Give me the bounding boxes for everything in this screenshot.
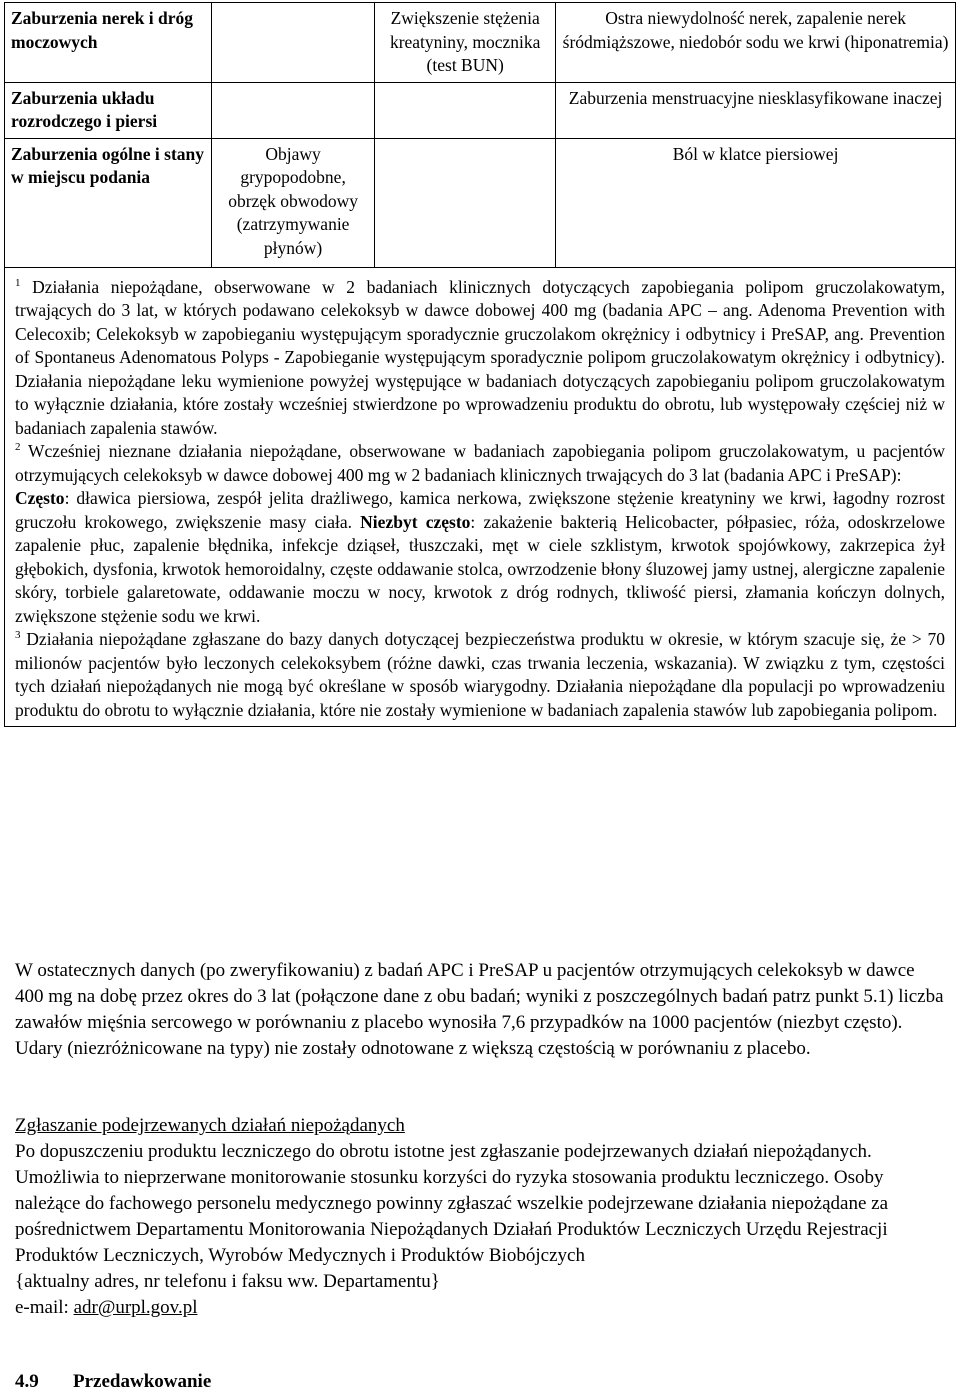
frequency-cell: Objawy grypopodobne, obrzęk obwodowy (zatrzymywanie płynów) [211, 138, 374, 267]
footnote-text: Wcześniej nieznane działania niepożądane, obserwowane w badaniach zapobiegania polipom gruczolakowatym, u pacjentów otrzymujących celekoksyb w dawce dobowej 400 mg w 2 badaniach klinicznych trwających do 3 lat (badania APC i PreSAP): [15, 441, 945, 485]
email-link[interactable]: adr@urpl.gov.pl [73, 1297, 198, 1318]
section-title: Przedawkowanie [73, 1371, 212, 1392]
footnote-text: : dławica piersiowa, zespół jelita drażliwego, kamica nerkowa, zwiększone stężenie kreatyniny we krwi, łagodny rozrost gruczołu krokowego, zwiększenie masy ciała. [15, 488, 945, 532]
footnote-1 [15, 276, 945, 441]
organ-class-cell: Zaburzenia ogólne i stany w miejscu podania [5, 138, 212, 267]
reporting-section [15, 1113, 945, 1321]
footnote-mark: 3 [15, 629, 21, 642]
section-heading [15, 1371, 211, 1393]
reporting-email [15, 1295, 945, 1321]
frequency-cell: Ostra niewydolność nerek, zapalenie nerek śródmiąższowe, niedobór sodu we krwi (hiponatremia) [556, 3, 956, 83]
table-row [5, 138, 956, 267]
frequency-cell [211, 82, 374, 138]
footnote-mark: 2 [15, 441, 21, 454]
frequency-cell [375, 82, 556, 138]
section-number: 4.9 [15, 1371, 39, 1392]
frequency-cell: Zwiększenie stężenia kreatyniny, mocznika (test BUN) [375, 3, 556, 83]
footnote-text: : zakażenie bakterią Helicobacter, półpasiec, róża, odoskrzelowe zapalenie płuc, zapalenie błędnika, infekcje dziąseł, tłuszczaki, męt w ciele szklistym, krwotok spojówkowy, zakrzepica żył głębokich, dysfonia, krwotok hemoroidalny, częste oddawanie stolca, owrzodzenie błony śluzowej jamy ustnej, alergiczne zapalenie skóry, torbiele galaretowate, oddawanie moczu w nocy, krwotok z dróg rodnych, tkliwość piersi, złamania kończyn dolnych, zwiększone stężenie sodu we krwi. [15, 511, 945, 626]
frequency-label: Niezbyt często [360, 511, 471, 532]
reporting-text: Po dopuszczeniu produktu leczniczego do obrotu istotne jest zgłaszanie podejrzewanych działań niepożądanych. Umożliwia to nieprzerwane monitorowanie stosunku korzyści do ryzyka stosowania produktu leczniczego. Osoby należące do fachowego personelu medycznego powinny zgłaszać wszelkie podejrzewane działania niepożądane za pośrednictwem Departamentu Monitorowania Niepożądanych Działań Produktów Leczniczych Urzędu Rejestracji Produktów Leczniczych, Wyrobów Medycznych i Produktów Biobójczych [15, 1141, 889, 1266]
organ-class-cell: Zaburzenia nerek i dróg moczowych [5, 3, 212, 83]
footnote-mark: 1 [15, 276, 21, 289]
frequency-cell [375, 138, 556, 267]
reporting-address: {aktualny adres, nr telefonu i faksu ww. Departamentu} [15, 1271, 440, 1292]
footnote-text: Działania niepożądane zgłaszane do bazy danych dotyczącej bezpieczeństwa produktu w okresie, w którym szacuje się, że > 70 milionów pacjentów było leczonych celekoksybem (różne dawki, czas trwania leczenia, wskazania). W związku z tym, częstości tych działań niepożądanych nie mogą być określane w sposób wiarygodny. Działania niepożądane dla populacji po wprowadzeniu produktu do obrotu to wyłącznie działania, które nie zostały wymienione w badaniach zapalenia stawów lub zapobiegania polipom. [15, 629, 946, 720]
footnotes-row [5, 267, 956, 727]
footnote-text: Działania niepożądane, obserwowane w 2 badaniach klinicznych dotyczących zapobiegania polipom gruczolakowatym, trwających do 3 lat, w których podawano celekoksyb w dawce dobowej 400 mg (badania APC – ang. Adenoma Prevention with Celecoxib; Celekoksyb w zapobieganiu występującym sporadycznie gruczolakom okrężnicy i odbytnicy i PreSAP, ang. Prevention of Spontaneus Adenomatous Polyps - Zapobieganie występującym sporadycznie polipom gruczolakowatym okrężnicy i odbytnicy). Działania niepożądane leku wymienione powyżej występujące w badaniach dotyczących zapobieganiu polipom gruczolakowatym to wyłącznie działania, które zostały wcześniej stwierdzone po wprowadzeniu produktu do obrotu, lub występowały częściej niż w badaniach zapalenia stawów. [15, 276, 946, 438]
footnote-2 [15, 440, 945, 487]
footnote-2-list [15, 487, 945, 628]
adverse-effects-table [4, 2, 956, 727]
frequency-cell [211, 3, 374, 83]
organ-class-cell: Zaburzenia układu rozrodczego i piersi [5, 82, 212, 138]
table-row [5, 3, 956, 83]
frequency-cell: Zaburzenia menstruacyjne niesklasyfikowane inaczej [556, 82, 956, 138]
reporting-title: Zgłaszanie podejrzewanych działań niepożądanych [15, 1115, 405, 1136]
frequency-label: Często [15, 488, 65, 508]
frequency-cell: Ból w klatce piersiowej [556, 138, 956, 267]
footnote-3 [15, 628, 945, 722]
table-row [5, 82, 956, 138]
mi-paragraph: W ostatecznych danych (po zweryfikowaniu) z badań APC i PreSAP u pacjentów otrzymujących celekoksyb w dawce 400 mg na dobę przez okres do 3 lat (połączone dane z obu badań; wyniki z poszczególnych badań patrz punkt 5.1) liczba zawałów mięśnia sercowego w porównaniu z placebo wynosiła 7,6 przypadków na 1000 pacjentów (niezbyt często). Udary (niezróżnicowane na typy) nie zostały odnotowane z większą częstością w porównaniu z placebo. [15, 960, 944, 1059]
footnotes-cell [5, 267, 956, 727]
email-label: e-mail: [15, 1297, 74, 1318]
